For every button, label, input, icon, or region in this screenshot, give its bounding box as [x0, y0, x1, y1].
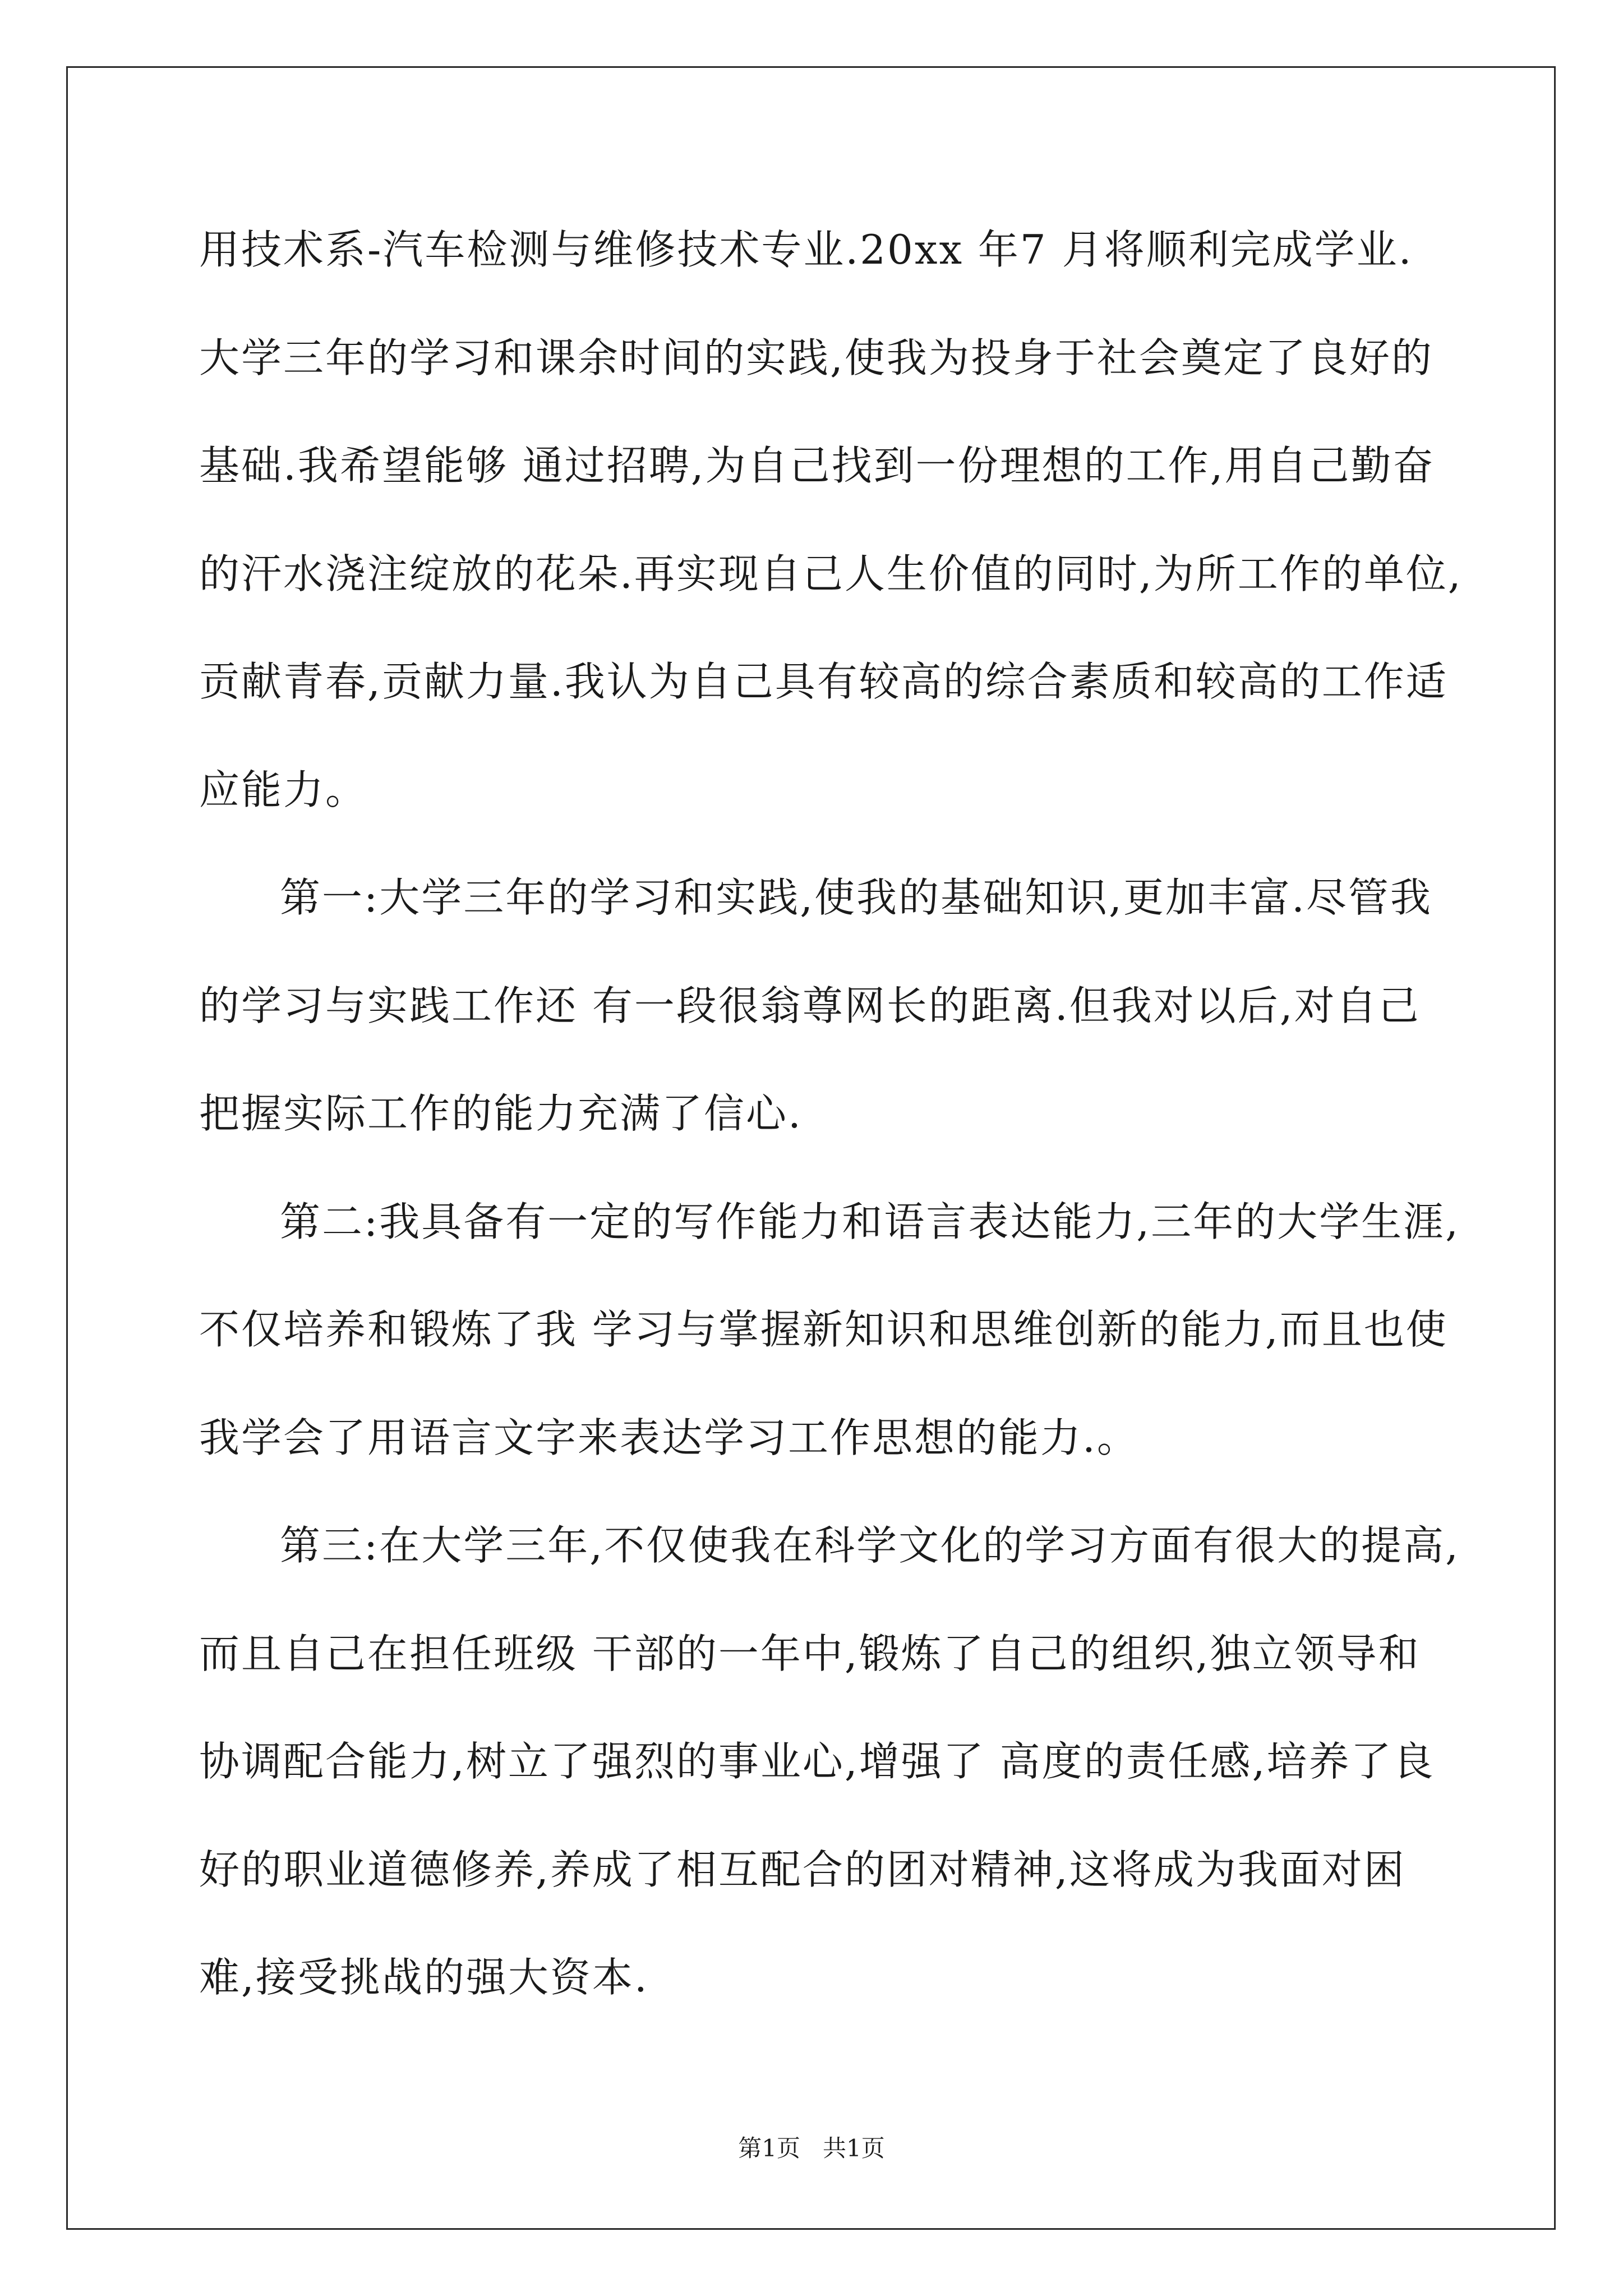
text-line: 第二:我具备有一定的写作能力和语言表达能力,三年的大学生涯,: [280, 1198, 1460, 1245]
text-line: 贡献青春,贡献力量.我认为自己具有较高的综合素质和较高的工作适: [199, 658, 1448, 705]
page-number-footer: 第1页 共1页: [738, 2134, 885, 2162]
text-line: 应能力。: [199, 766, 368, 813]
document-body: [199, 222, 1463, 2058]
text-line: 用技术系-汽车检测与维修技术专业.20xx 年7 月将顺利完成学业.: [199, 226, 1413, 273]
text-line: 的汗水浇注绽放的花朵.再实现自己人生价值的同时,为所工作的单位,: [199, 550, 1463, 597]
text-line: 把握实际工作的能力充满了信心.: [199, 1090, 803, 1137]
text-line: 基础.我希望能够 通过招聘,为自己找到一份理想的工作,用自己勤奋: [199, 442, 1435, 489]
text-line: 大学三年的学习和课余时间的实践,使我为投身于社会奠定了良好的: [199, 334, 1433, 381]
text-line: 协调配合能力,树立了强烈的事业心,增强了 高度的责任感,培养了良: [199, 1738, 1435, 1785]
text-line: 而且自己在担任班级 干部的一年中,锻炼了自己的组织,独立领导和: [199, 1630, 1421, 1677]
text-line: 我学会了用语言文字来表达学习工作思想的能力.。: [199, 1414, 1139, 1461]
text-line: 的学习与实践工作还 有一段很翁尊网长的距离.但我对以后,对自己: [199, 982, 1421, 1029]
text-line: 不仅培养和锻炼了我 学习与掌握新知识和思维创新的能力,而且也使: [199, 1306, 1448, 1353]
text-line: 难,接受挑战的强大资本.: [199, 1954, 649, 2001]
text-line: 第一:大学三年的学习和实践,使我的基础知识,更加丰富.尽管我: [280, 874, 1432, 921]
text-line: 好的职业道德修养,养成了相互配合的团对精神,这将成为我面对困: [199, 1846, 1406, 1893]
text-line: 第三:在大学三年,不仅使我在科学文化的学习方面有很大的提高,: [280, 1522, 1460, 1569]
